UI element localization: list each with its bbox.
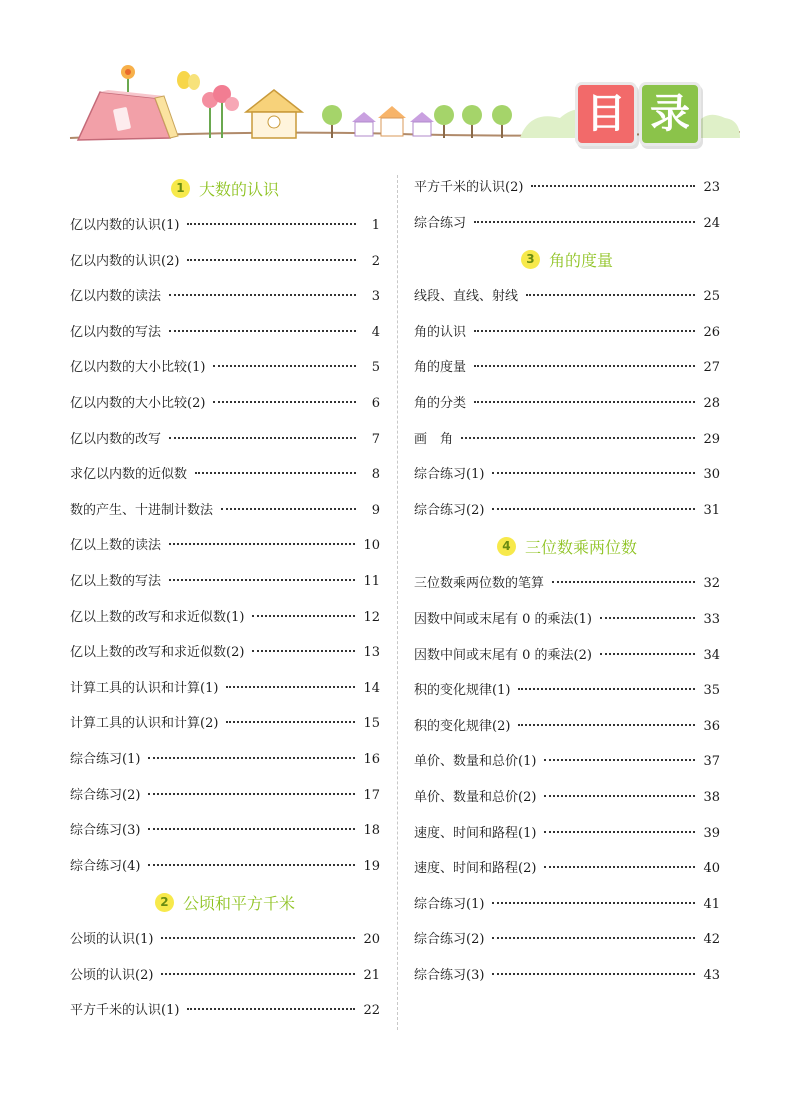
toc-entry[interactable]: [70, 564, 380, 600]
toc-entry-page-number: 35: [703, 683, 720, 699]
toc-entry[interactable]: [414, 638, 720, 674]
toc-left-column: [70, 170, 380, 1029]
dot-leader: [492, 936, 695, 939]
toc-entry[interactable]: [414, 780, 720, 816]
toc-entry-page-number: 10: [363, 538, 380, 554]
dot-leader: [544, 865, 695, 868]
toc-entry-page-number: 23: [703, 180, 720, 195]
section-number-badge: 4: [497, 537, 516, 556]
toc-entry-label: 亿以内数的改写: [70, 431, 162, 447]
book-icon: [78, 90, 178, 140]
toc-entry[interactable]: [70, 706, 380, 742]
toc-entry[interactable]: [70, 457, 380, 493]
small-houses-icon: [352, 106, 434, 136]
toc-entry-label: 单价、数量和总价(2): [414, 789, 537, 805]
toc-entry[interactable]: [414, 206, 720, 242]
toc-entry-page-number: 2: [371, 253, 380, 269]
toc-entry[interactable]: [70, 244, 380, 280]
toc-entry[interactable]: [414, 816, 720, 852]
butterfly-icon: [177, 71, 200, 90]
toc-entry-label: 平方千米的认识(2): [414, 180, 524, 195]
dot-leader: [492, 507, 695, 510]
toc-entry-label: 综合练习(1): [70, 751, 141, 767]
toc-entry-label: 亿以内数的大小比较(1): [70, 360, 206, 376]
toc-entry-label: 综合练习(4): [70, 858, 141, 874]
dot-leader: [252, 649, 355, 652]
toc-entry-page-number: 15: [363, 716, 380, 732]
dot-leader: [544, 794, 695, 797]
toc-entry-label: 亿以内数的写法: [70, 324, 162, 340]
dot-leader: [518, 723, 695, 726]
toc-entry[interactable]: [414, 851, 720, 887]
toc-entry-page-number: 41: [703, 896, 720, 912]
section-number-badge: 2: [155, 893, 174, 912]
toc-entry[interactable]: [70, 279, 380, 315]
toc-entry[interactable]: [70, 849, 380, 885]
dot-leader: [169, 578, 355, 581]
dot-leader: [544, 758, 695, 761]
toc-entry[interactable]: [414, 457, 720, 493]
toc-entry-page-number: 31: [703, 502, 720, 518]
toc-entry[interactable]: [70, 958, 380, 994]
toc-entry-page-number: 27: [703, 360, 720, 376]
dot-leader: [169, 329, 356, 332]
toc-entry-page-number: 9: [371, 502, 380, 518]
dot-leader: [226, 685, 355, 688]
roses-icon: [202, 85, 239, 138]
toc-entry-page-number: 3: [371, 289, 380, 305]
dot-leader: [226, 720, 355, 723]
dot-leader: [169, 436, 356, 439]
toc-entry-page-number: 17: [363, 787, 380, 803]
toc-entry-page-number: 38: [703, 789, 720, 805]
toc-entry-page-number: 40: [703, 861, 720, 877]
toc-entry[interactable]: [70, 493, 380, 529]
toc-entry-label: 速度、时间和路程(1): [414, 825, 537, 841]
section-heading: [70, 170, 380, 206]
toc-entry-label: 综合练习(3): [70, 823, 141, 839]
toc-entry[interactable]: [70, 671, 380, 707]
toc-entry-page-number: 22: [363, 1003, 380, 1019]
toc-entry-label: 角的度量: [414, 360, 467, 376]
toc-entry-page-number: 19: [363, 858, 380, 874]
toc-entry-label: 数的产生、十进制计数法: [70, 502, 214, 518]
toc-entry-label: 线段、直线、射线: [414, 289, 519, 305]
house-icon: [246, 90, 302, 138]
toc-entry[interactable]: [414, 709, 720, 745]
dot-leader: [474, 329, 695, 332]
dot-leader: [187, 222, 356, 225]
toc-entry-page-number: 7: [371, 431, 380, 447]
dot-leader: [213, 364, 356, 367]
toc-entry[interactable]: [70, 742, 380, 778]
column-divider: [397, 175, 398, 1030]
toc-entry-label: 角的分类: [414, 395, 467, 411]
toc-entry-label: 亿以内数的大小比较(2): [70, 395, 206, 411]
section-title: 公顷和平方千米: [182, 893, 295, 913]
toc-entry-page-number: 42: [703, 932, 720, 948]
toc-entry[interactable]: [414, 922, 720, 958]
toc-entry-page-number: 4: [371, 324, 380, 340]
toc-entry[interactable]: [414, 744, 720, 780]
toc-entry-label: 综合练习(1): [414, 896, 485, 912]
toc-entry[interactable]: [414, 350, 720, 386]
toc-entry-page-number: 37: [703, 754, 720, 770]
toc-entry[interactable]: [414, 566, 720, 602]
toc-entry-label: 画 角: [414, 431, 454, 447]
dot-leader: [148, 827, 355, 830]
dot-leader: [195, 471, 356, 474]
toc-entry-page-number: 1: [371, 218, 380, 233]
toc-entry-label: 角的认识: [414, 324, 467, 340]
dot-leader: [492, 901, 695, 904]
toc-entry-page-number: 16: [363, 751, 380, 767]
toc-entry[interactable]: [70, 778, 380, 814]
toc-entry-label: 亿以内数的认识(1): [70, 218, 180, 233]
toc-entry[interactable]: [70, 993, 380, 1029]
toc-entry-label: 综合练习(2): [414, 932, 485, 948]
toc-entry-label: 综合练习(1): [414, 467, 485, 483]
toc-entry-label: 综合练习(2): [414, 502, 485, 518]
dot-leader: [213, 400, 356, 403]
toc-entry[interactable]: [70, 315, 380, 351]
toc-entry-label: 综合练习(2): [70, 787, 141, 803]
toc-entry-label: 公顷的认识(2): [70, 967, 154, 983]
toc-entry-label: 因数中间或末尾有 0 的乘法(1): [414, 611, 592, 627]
title-char-mu: 目: [575, 82, 637, 146]
toc-entry[interactable]: [414, 422, 720, 458]
section-title: 三位数乘两位数: [524, 537, 637, 557]
toc-entry[interactable]: [414, 279, 720, 315]
dot-leader: [187, 1007, 355, 1010]
dot-leader: [526, 293, 695, 296]
toc-entry[interactable]: [70, 208, 380, 244]
section-heading: [414, 241, 720, 277]
toc-entry-page-number: 33: [703, 611, 720, 627]
toc-entry-page-number: 30: [703, 467, 720, 483]
dot-leader: [492, 471, 695, 474]
dot-leader: [474, 364, 695, 367]
dot-leader: [518, 687, 695, 690]
section-number-badge: 1: [171, 179, 190, 198]
dot-leader: [600, 652, 696, 655]
dot-leader: [531, 184, 695, 187]
toc-entry-page-number: 34: [703, 647, 720, 663]
toc-entry-page-number: 39: [703, 825, 720, 841]
toc-entry[interactable]: [70, 528, 380, 564]
toc-entry-page-number: 5: [371, 360, 380, 376]
toc-entry-page-number: 11: [363, 573, 380, 589]
dot-leader: [474, 220, 695, 223]
dot-leader: [161, 972, 355, 975]
dot-leader: [148, 756, 355, 759]
toc-entry-label: 平方千米的认识(1): [70, 1003, 180, 1019]
toc-entry[interactable]: [70, 422, 380, 458]
flower-icon: [121, 65, 135, 92]
toc-entry[interactable]: [414, 958, 720, 994]
toc-entry-label: 亿以内数的认识(2): [70, 253, 180, 269]
section-title: 大数的认识: [198, 179, 279, 199]
toc-entry-page-number: 8: [371, 467, 380, 483]
toc-entry-label: 因数中间或末尾有 0 的乘法(2): [414, 647, 592, 663]
toc-entry[interactable]: [70, 350, 380, 386]
toc-entry-label: 亿以上数的改写和求近似数(1): [70, 609, 245, 625]
dot-leader: [169, 542, 355, 545]
toc-entry-label: 亿以内数的读法: [70, 289, 162, 305]
toc-entry[interactable]: [414, 602, 720, 638]
toc-entry-label: 积的变化规律(2): [414, 718, 511, 734]
toc-entry-page-number: 13: [363, 645, 380, 661]
dot-leader: [544, 830, 695, 833]
toc-entry-page-number: 21: [363, 967, 380, 983]
toc-right-column: [414, 170, 720, 993]
toc-entry-label: 三位数乘两位数的笔算: [414, 576, 545, 592]
toc-entry-label: 积的变化规律(1): [414, 683, 511, 699]
toc-entry[interactable]: [414, 386, 720, 422]
toc-entry-page-number: 20: [363, 932, 380, 948]
toc-entry-label: 计算工具的认识和计算(2): [70, 716, 219, 732]
toc-entry[interactable]: [414, 673, 720, 709]
section-heading: [70, 884, 380, 920]
toc-entry-page-number: 43: [703, 967, 720, 983]
toc-entry-label: 单价、数量和总价(1): [414, 754, 537, 770]
dot-leader: [187, 258, 356, 261]
dot-leader: [461, 436, 695, 439]
title-char-lu: 录: [639, 82, 701, 146]
toc-entry-page-number: 26: [703, 324, 720, 340]
toc-entry-page-number: 12: [363, 609, 380, 625]
toc-entry-page-number: 29: [703, 431, 720, 447]
dot-leader: [252, 614, 355, 617]
toc-entry-page-number: 32: [703, 576, 720, 592]
toc-entry[interactable]: [70, 600, 380, 636]
section-number-badge: 3: [521, 250, 540, 269]
dot-leader: [221, 507, 356, 510]
toc-entry[interactable]: [414, 887, 720, 923]
toc-entry[interactable]: [70, 635, 380, 671]
toc-entry-page-number: 25: [703, 289, 720, 305]
toc-entry-page-number: 28: [703, 395, 720, 411]
toc-entry-label: 速度、时间和路程(2): [414, 861, 537, 877]
toc-entry-label: 综合练习: [414, 215, 467, 231]
dot-leader: [161, 936, 355, 939]
dot-leader: [148, 863, 355, 866]
dot-leader: [474, 400, 695, 403]
toc-entry[interactable]: [414, 170, 720, 206]
toc-entry-page-number: 18: [363, 823, 380, 839]
toc-entry[interactable]: [70, 813, 380, 849]
dot-leader: [148, 792, 355, 795]
toc-entry[interactable]: [414, 315, 720, 351]
toc-entry[interactable]: [70, 922, 380, 958]
toc-entry[interactable]: [70, 386, 380, 422]
toc-entry[interactable]: [414, 493, 720, 529]
toc-entry-page-number: 24: [703, 215, 720, 231]
toc-entry-page-number: 6: [371, 395, 380, 411]
toc-entry-page-number: 36: [703, 718, 720, 734]
toc-entry-label: 计算工具的认识和计算(1): [70, 680, 219, 696]
toc-entry-label: 亿以上数的读法: [70, 538, 162, 554]
header-illustration: [60, 60, 740, 160]
toc-entry-page-number: 14: [363, 680, 380, 696]
dot-leader: [169, 293, 356, 296]
section-heading: [414, 528, 720, 564]
dot-leader: [600, 616, 696, 619]
toc-entry-label: 亿以上数的写法: [70, 573, 162, 589]
dot-leader: [492, 972, 695, 975]
toc-entry-label: 综合练习(3): [414, 967, 485, 983]
dot-leader: [552, 580, 695, 583]
section-title: 角的度量: [548, 250, 613, 270]
toc-entry-label: 求亿以内数的近似数: [70, 467, 188, 483]
toc-entry-label: 亿以上数的改写和求近似数(2): [70, 645, 245, 661]
toc-entry-label: 公顷的认识(1): [70, 932, 154, 948]
